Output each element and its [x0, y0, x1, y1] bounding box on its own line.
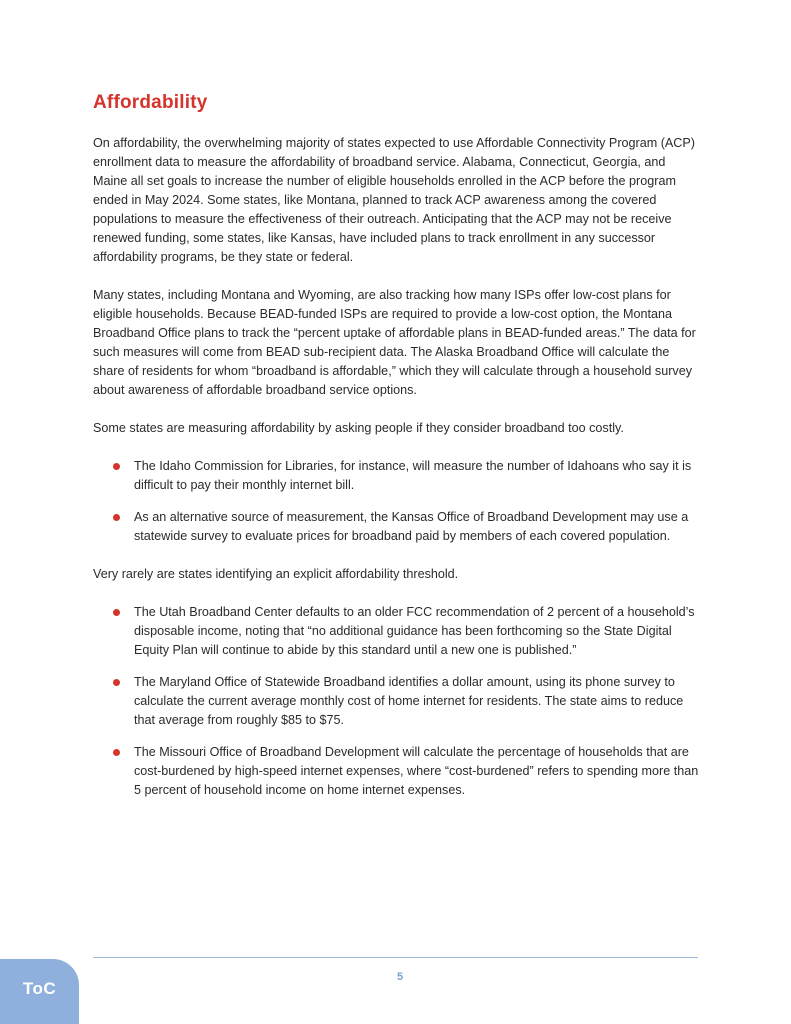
list-item: [93, 508, 699, 546]
list-item-text: The Idaho Commission for Libraries, for instance, will measure the number of Idahoans who say it is difficult to pay their monthly internet bill.: [134, 459, 692, 492]
footer-divider: [93, 957, 698, 958]
list-item-text: The Maryland Office of Statewide Broadband identifies a dollar amount, using its phone survey to calculate the current average monthly cost of home internet for residents. The state aims to reduce that average from roughly $85 to $75.: [134, 675, 684, 727]
list-item-text: The Missouri Office of Broadband Development will calculate the percentage of households that are cost-burdened by high-speed internet expenses, where “cost-burdened” refers to spending more than 5 percent of household income on home internet expenses.: [134, 745, 699, 797]
bullet-icon: [113, 609, 120, 616]
bullet-icon: [113, 463, 120, 470]
list-item: [93, 457, 699, 495]
cost-survey-list: [93, 457, 699, 546]
paragraph-acp: On affordability, the overwhelming majority of states expected to use Affordable Connectivity Program (ACP) enrollment data to measure the affordability of broadband service. Alabama, Connecticut, Georgia, and Maine all set goals to increase the number of eligible households enrolled in the ACP before the program ended in May 2024. Some states, like Montana, planned to track ACP awareness among the covered populations to measure the effectiveness of their outreach. Anticipating that the ACP may not be receive renewed funding, some states, like Kansas, have included plans to track enrollment in any successor affordability programs, be they state or federal.: [93, 136, 695, 264]
section-heading: Affordability: [93, 92, 208, 113]
paragraph-threshold: Very rarely are states identifying an explicit affordability threshold.: [93, 567, 459, 581]
bullet-icon: [113, 679, 120, 686]
threshold-list: [93, 603, 699, 800]
bullet-icon: [113, 749, 120, 756]
list-item-text: The Utah Broadband Center defaults to an older FCC recommendation of 2 percent of a household’s disposable income, noting that “no additional guidance has been forthcoming so the State Digital Equity Plan will continue to abide by this standard until a new one is published.”: [134, 605, 695, 657]
list-item: [93, 673, 699, 730]
list-item-text: As an alternative source of measurement, the Kansas Office of Broadband Development may use a statewide survey to evaluate prices for broadband paid by members of each covered population.: [134, 510, 689, 543]
paragraph-costly: Some states are measuring affordability by asking people if they consider broadband too costly.: [93, 421, 624, 435]
bullet-icon: [113, 514, 120, 521]
page-number: 5: [396, 971, 404, 983]
list-item: [93, 743, 699, 800]
toc-button[interactable]: [0, 959, 79, 1024]
list-item: [93, 603, 699, 660]
paragraph-low-cost-plans: Many states, including Montana and Wyoming, are also tracking how many ISPs offer low-cost plans for eligible households. Because BEAD-funded ISPs are required to provide a low-cost option, the Montana Broadband Office plans to track the “percent uptake of affordable plans in BEAD-funded areas.” The data for such measures will come from BEAD sub-recipient data. The Alaska Broadband Office will calculate the share of residents for whom “broadband is affordable,” which they will calculate through a household survey about awareness of affordable broadband service options.: [93, 288, 696, 397]
toc-label: ToC: [22, 978, 57, 998]
page-content: [93, 92, 699, 819]
